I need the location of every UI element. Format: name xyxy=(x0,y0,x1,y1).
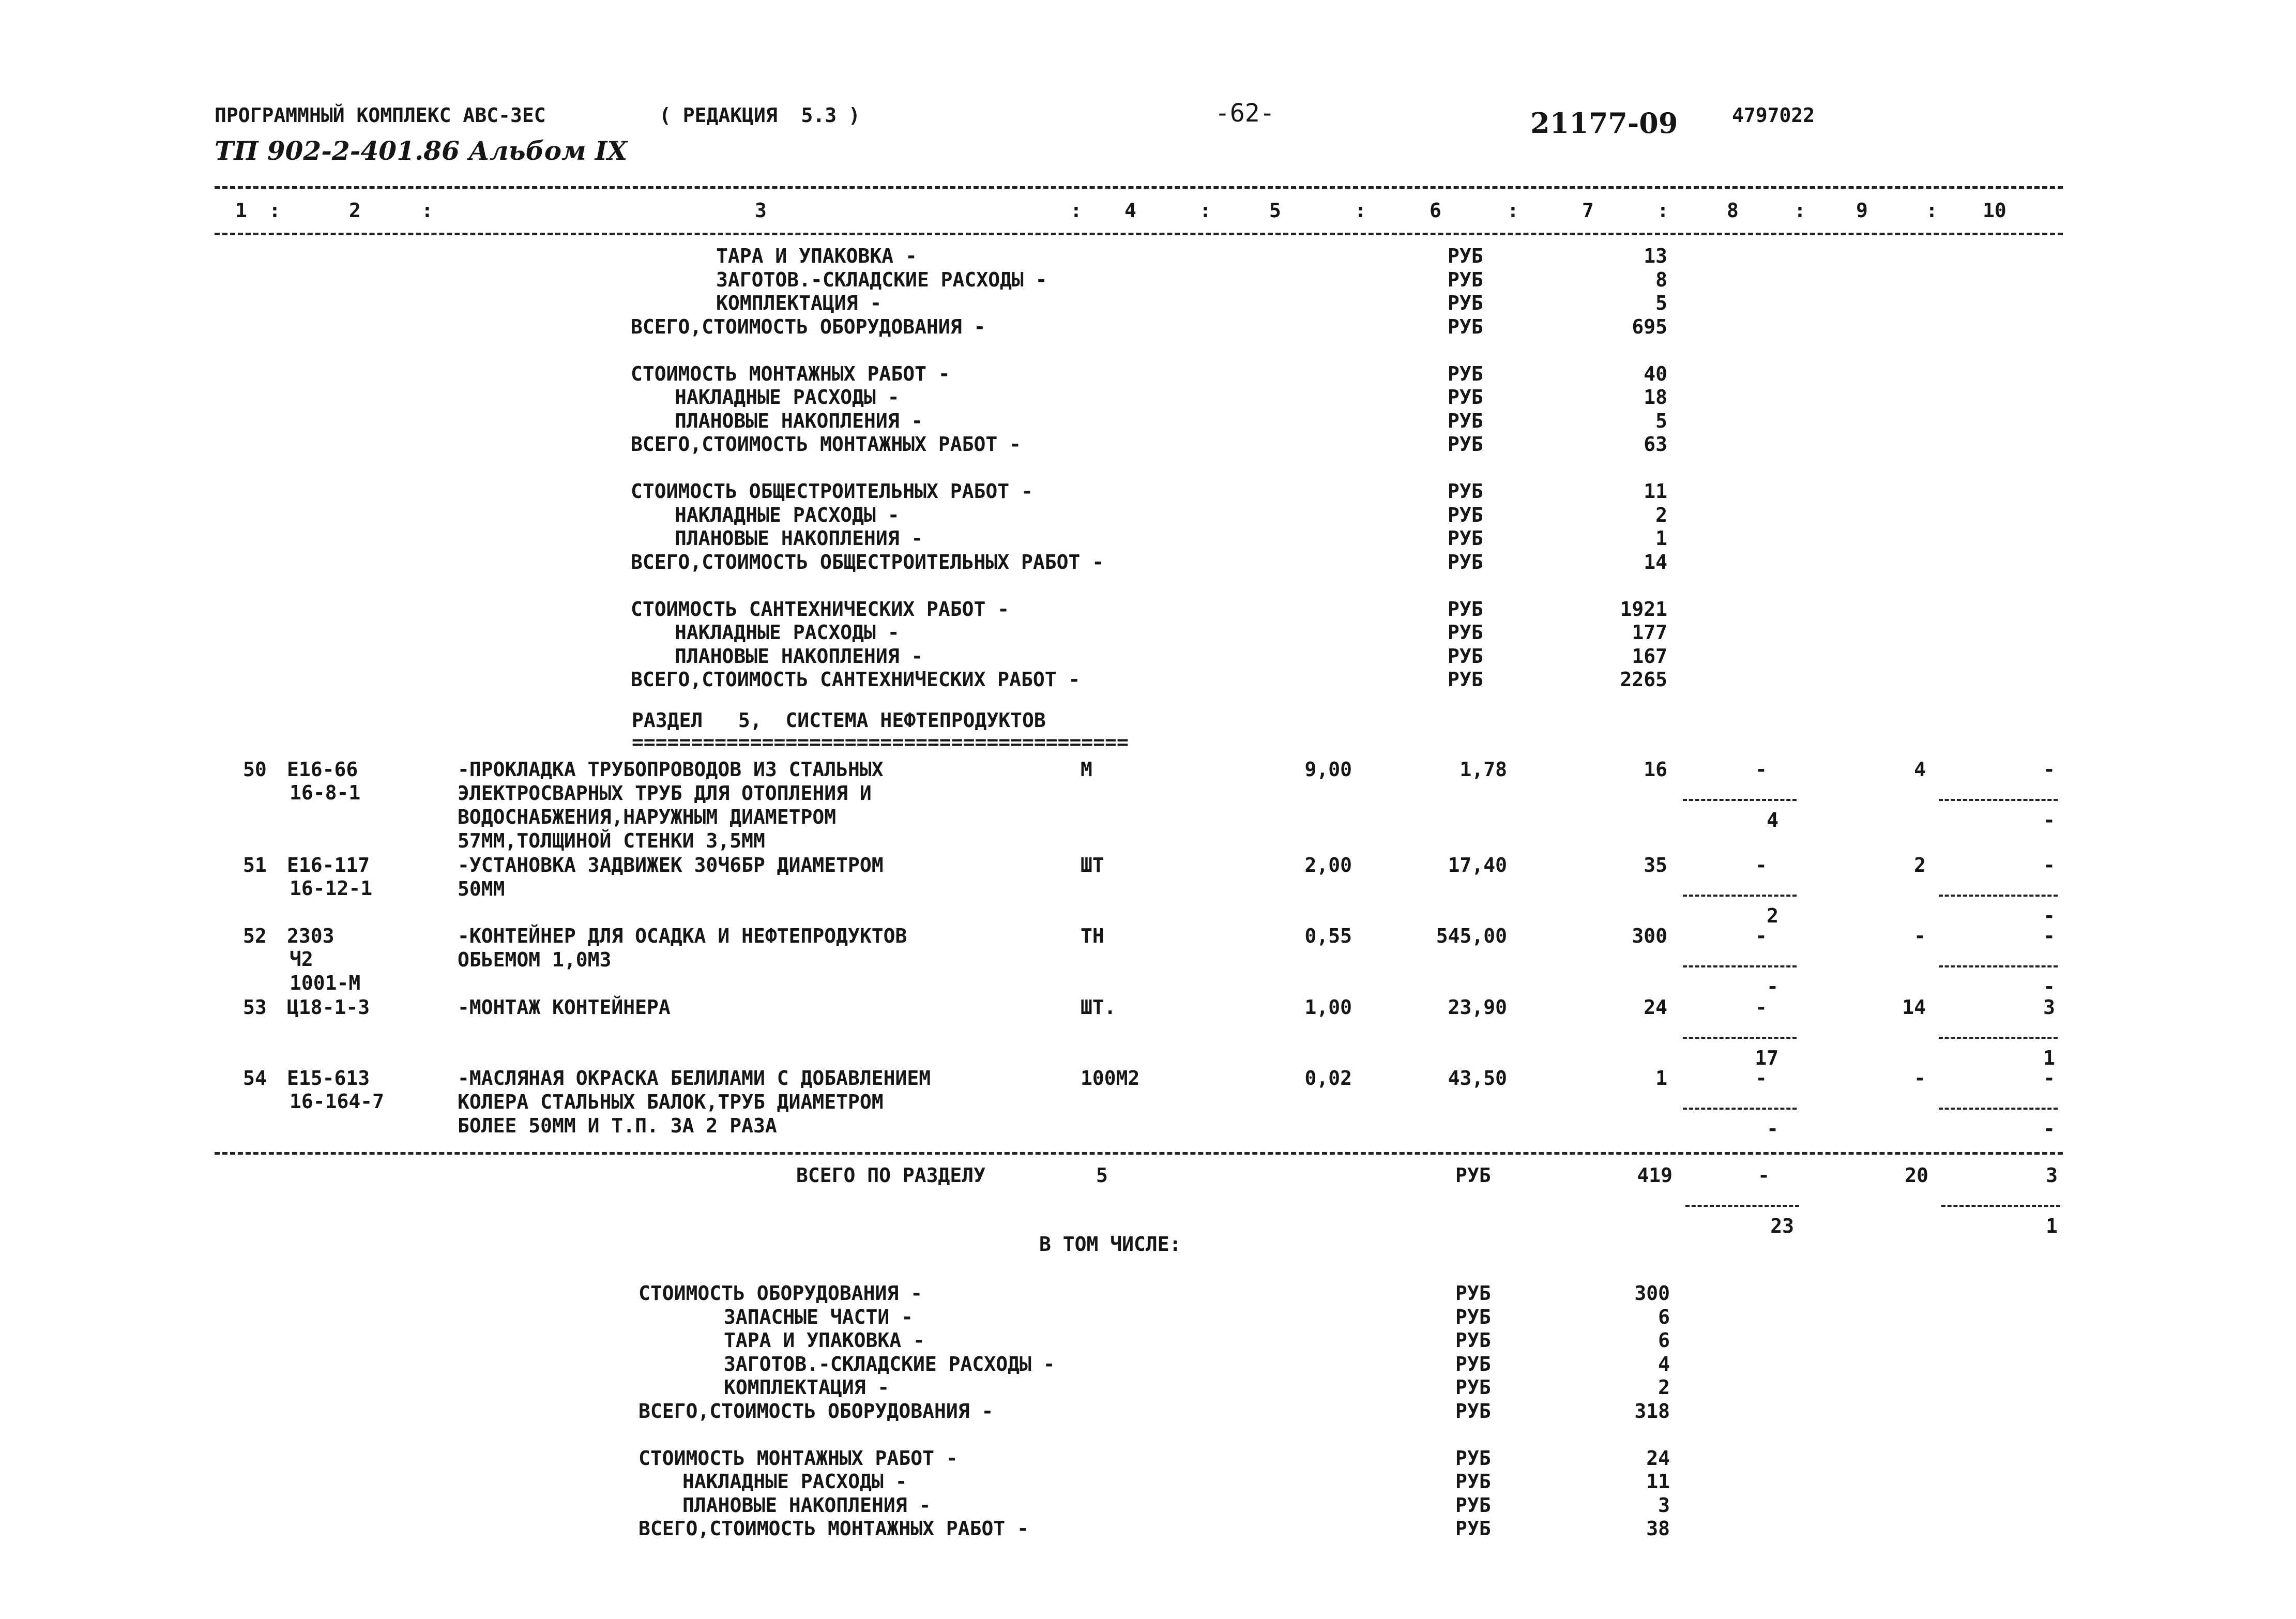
summary-unit: РУБ xyxy=(1455,1470,1491,1493)
column-separator: : xyxy=(1926,199,1938,222)
column-separator: : xyxy=(1355,199,1366,222)
item-col10: - xyxy=(2043,854,2055,876)
total-label: ВСЕГО ПО РАЗДЕЛУ xyxy=(796,1164,986,1187)
item-col8: - xyxy=(1755,758,1767,781)
item-unit: ШТ. xyxy=(1081,996,1116,1019)
item-number: 53 xyxy=(243,996,267,1019)
item-price: 545,00 xyxy=(1436,925,1507,947)
summary-value: 5 xyxy=(1655,292,1667,314)
summary-unit: РУБ xyxy=(1455,1352,1491,1375)
summary-unit: РУБ xyxy=(1448,597,1483,621)
item-code: Е16-66 xyxy=(287,758,358,781)
summary-unit: РУБ xyxy=(1455,1329,1491,1352)
summary-value: 6 xyxy=(1658,1329,1670,1352)
item-col8-lower: - xyxy=(1767,1117,1778,1140)
item-col9: - xyxy=(1914,1067,1926,1090)
summary-label: КОМПЛЕКТАЦИЯ - xyxy=(724,1376,890,1399)
summary-value: 63 xyxy=(1644,433,1667,456)
summary-unit: РУБ xyxy=(1448,644,1483,668)
column-separator: : xyxy=(1507,199,1519,222)
summary-unit: РУБ xyxy=(1448,503,1483,526)
total-value: 419 xyxy=(1637,1164,1672,1187)
summary-unit: РУБ xyxy=(1448,668,1483,691)
summary-label: СТОИМОСТЬ ОБОРУДОВАНИЯ - xyxy=(638,1282,923,1305)
summary-unit: РУБ xyxy=(1448,480,1483,503)
summary-label: ВСЕГО,СТОИМОСТЬ МОНТАЖНЫХ РАБОТ - xyxy=(638,1517,1029,1540)
item-quantity: 0,02 xyxy=(1304,1067,1352,1090)
column-separator: : xyxy=(1794,199,1806,222)
item-col8: - xyxy=(1755,854,1767,876)
total-col8: - xyxy=(1758,1164,1770,1187)
section-total-rule xyxy=(215,1152,2063,1155)
column-header-4: 4 xyxy=(1124,199,1136,222)
item-col10-lower: - xyxy=(2043,809,2055,831)
column-separator: : xyxy=(269,199,281,222)
summary-value: 167 xyxy=(1632,644,1667,668)
edition-label: ( РЕДАКЦИЯ 5.3 ) xyxy=(659,104,860,127)
item-price: 43,50 xyxy=(1448,1067,1507,1090)
item-col8-lower: 2 xyxy=(1767,904,1778,927)
summary-value: 2 xyxy=(1658,1376,1670,1399)
header-bottom-rule xyxy=(215,233,2063,235)
item-quantity: 0,55 xyxy=(1304,925,1352,947)
summary-label: ВСЕГО,СТОИМОСТЬ ОБОРУДОВАНИЯ - xyxy=(638,1399,994,1423)
item-unit: М xyxy=(1081,758,1092,781)
item-number: 54 xyxy=(243,1067,267,1090)
summary-label: КОМПЛЕКТАЦИЯ - xyxy=(716,292,882,314)
item-col8-divider xyxy=(1683,1037,1797,1039)
total-col8-divider xyxy=(1685,1205,1799,1207)
column-header-8: 8 xyxy=(1727,199,1739,222)
summary-label: НАКЛАДНЫЕ РАСХОДЫ - xyxy=(675,621,900,644)
item-total: 300 xyxy=(1632,925,1667,947)
summary-value: 6 xyxy=(1658,1305,1670,1328)
summary-label: ПЛАНОВЫЕ НАКОПЛЕНИЯ - xyxy=(682,1493,931,1517)
summary-value: 2 xyxy=(1655,503,1667,526)
summary-label: ВСЕГО,СТОИМОСТЬ МОНТАЖНЫХ РАБОТ - xyxy=(631,433,1021,456)
section-title: РАЗДЕЛ 5, СИСТЕМА НЕФТЕПРОДУКТОВ xyxy=(632,709,1046,732)
header-top-rule xyxy=(215,186,2063,189)
summary-unit: РУБ xyxy=(1455,1493,1491,1517)
summary-value: 8 xyxy=(1655,268,1667,291)
summary-value: 18 xyxy=(1644,386,1667,408)
item-description: -МОНТАЖ КОНТЕЙНЕРА xyxy=(458,996,671,1019)
item-col10-lower: - xyxy=(2043,975,2055,998)
summary-value: 177 xyxy=(1632,621,1667,644)
summary-label: ВСЕГО,СТОИМОСТЬ САНТЕХНИЧЕСКИХ РАБОТ - xyxy=(631,668,1081,691)
summary-unit: РУБ xyxy=(1448,409,1483,432)
item-col10-divider xyxy=(1939,1108,2058,1110)
doc-number: 21177-09 xyxy=(1530,107,1678,140)
doc-code: 4797022 xyxy=(1732,104,1815,127)
column-header-9: 9 xyxy=(1856,199,1868,222)
summary-value: 318 xyxy=(1634,1399,1670,1423)
total-col9: 20 xyxy=(1905,1164,1928,1187)
item-col9: - xyxy=(1914,925,1926,947)
total-col10: 3 xyxy=(2046,1164,2058,1187)
item-unit: ШТ xyxy=(1081,854,1104,876)
summary-value: 14 xyxy=(1644,550,1667,573)
summary-unit: РУБ xyxy=(1448,550,1483,573)
page-number: -62- xyxy=(1215,99,1275,128)
summary-value: 3 xyxy=(1658,1493,1670,1517)
summary-unit: РУБ xyxy=(1448,292,1483,314)
summary-unit: РУБ xyxy=(1448,362,1483,385)
summary-label: ТАРА И УПАКОВКА - xyxy=(716,245,917,267)
summary-unit: РУБ xyxy=(1455,1305,1491,1328)
summary-label: ПЛАНОВЫЕ НАКОПЛЕНИЯ - xyxy=(675,409,923,432)
summary-label: ВСЕГО,СТОИМОСТЬ ОБОРУДОВАНИЯ - xyxy=(631,315,986,338)
item-quantity: 9,00 xyxy=(1304,758,1352,781)
summary-label: ЗАГОТОВ.-СКЛАДСКИЕ РАСХОДЫ - xyxy=(724,1352,1055,1375)
summary-label: ВСЕГО,СТОИМОСТЬ ОБЩЕСТРОИТЕЛЬНЫХ РАБОТ - xyxy=(631,550,1104,573)
item-col10-lower: 1 xyxy=(2043,1047,2055,1069)
column-header-7: 7 xyxy=(1582,199,1594,222)
item-unit: ТН xyxy=(1081,925,1104,947)
item-col10-divider xyxy=(1939,895,2058,897)
summary-label: НАКЛАДНЫЕ РАСХОДЫ - xyxy=(675,386,900,408)
item-col8-lower: 4 xyxy=(1767,809,1778,831)
total-col10-lower: 1 xyxy=(2046,1215,2058,1237)
summary-label: ЗАПАСНЫЕ ЧАСТИ - xyxy=(724,1305,914,1328)
summary-unit: РУБ xyxy=(1448,386,1483,408)
summary-unit: РУБ xyxy=(1455,1517,1491,1540)
item-col8-divider xyxy=(1683,1108,1797,1110)
item-code: Ц18-1-3 xyxy=(287,996,370,1019)
item-col8-lower: - xyxy=(1767,975,1778,998)
item-total: 1 xyxy=(1655,1067,1667,1090)
summary-value: 4 xyxy=(1658,1352,1670,1375)
item-number: 50 xyxy=(243,758,267,781)
item-col8-divider xyxy=(1683,799,1797,801)
summary-value: 300 xyxy=(1634,1282,1670,1305)
item-total: 35 xyxy=(1644,854,1667,876)
item-col8: - xyxy=(1755,996,1767,1019)
item-code-secondary: 16-12-1 xyxy=(290,877,373,900)
program-title: ПРОГРАММНЫЙ КОМПЛЕКС АВС-3ЕС xyxy=(215,104,546,127)
section-underline: ========================================== xyxy=(632,731,1129,753)
summary-value: 2265 xyxy=(1620,668,1667,691)
item-col9: 14 xyxy=(1902,996,1926,1019)
item-col10-divider xyxy=(1939,965,2058,967)
item-number: 52 xyxy=(243,925,267,947)
summary-unit: РУБ xyxy=(1448,268,1483,291)
summary-value: 24 xyxy=(1646,1446,1670,1470)
column-header-2: 2 xyxy=(349,199,361,222)
item-quantity: 2,00 xyxy=(1304,854,1352,876)
summary-label: ПЛАНОВЫЕ НАКОПЛЕНИЯ - xyxy=(675,644,923,668)
item-code: 2303 xyxy=(287,925,334,947)
total-unit: РУБ xyxy=(1455,1164,1491,1187)
item-col10: - xyxy=(2043,925,2055,947)
item-unit: 100М2 xyxy=(1081,1067,1140,1090)
item-description: -УСТАНОВКА ЗАДВИЖЕК 30Ч6БР ДИАМЕТРОМ 50ММ xyxy=(458,854,884,900)
summary-value: 11 xyxy=(1646,1470,1670,1493)
summary-value: 1921 xyxy=(1620,597,1667,621)
summary-label: СТОИМОСТЬ МОНТАЖНЫХ РАБОТ - xyxy=(638,1446,958,1470)
column-separator: : xyxy=(421,199,433,222)
summary-unit: РУБ xyxy=(1448,315,1483,338)
summary-label: ЗАГОТОВ.-СКЛАДСКИЕ РАСХОДЫ - xyxy=(716,268,1047,291)
item-col8-divider xyxy=(1683,895,1797,897)
summary-unit: РУБ xyxy=(1448,527,1483,550)
summary-unit: РУБ xyxy=(1455,1399,1491,1423)
summary-unit: РУБ xyxy=(1455,1376,1491,1399)
item-price: 23,90 xyxy=(1448,996,1507,1019)
item-col9: 4 xyxy=(1914,758,1926,781)
summary-label: СТОИМОСТЬ ОБЩЕСТРОИТЕЛЬНЫХ РАБОТ - xyxy=(631,480,1033,503)
column-header-3: 3 xyxy=(755,199,767,222)
item-col10: 3 xyxy=(2043,996,2055,1019)
item-price: 1,78 xyxy=(1459,758,1507,781)
item-col10-divider xyxy=(1939,799,2058,801)
column-separator: : xyxy=(1070,199,1082,222)
summary-unit: РУБ xyxy=(1455,1282,1491,1305)
album-handwritten: ТП 902-2-401.86 Альбом IX xyxy=(215,135,628,166)
item-code: Е16-117 xyxy=(287,854,370,876)
item-code-secondary: 16-164-7 xyxy=(290,1090,385,1113)
item-col10: - xyxy=(2043,1067,2055,1090)
item-total: 24 xyxy=(1644,996,1667,1019)
total-col8-lower: 23 xyxy=(1770,1215,1794,1237)
summary-label: ПЛАНОВЫЕ НАКОПЛЕНИЯ - xyxy=(675,527,923,550)
item-code-secondary: Ч2 1001-М xyxy=(290,948,361,994)
item-col8: - xyxy=(1755,1067,1767,1090)
summary-value: 1 xyxy=(1655,527,1667,550)
summary-unit: РУБ xyxy=(1455,1446,1491,1470)
summary-value: 11 xyxy=(1644,480,1667,503)
total-col10-divider xyxy=(1941,1205,2060,1207)
item-number: 51 xyxy=(243,854,267,876)
summary-unit: РУБ xyxy=(1448,433,1483,456)
column-separator: : xyxy=(1657,199,1669,222)
item-total: 16 xyxy=(1644,758,1667,781)
item-code: Е15-613 xyxy=(287,1067,370,1090)
summary-value: 13 xyxy=(1644,245,1667,267)
column-header-5: 5 xyxy=(1269,199,1281,222)
summary-value: 695 xyxy=(1632,315,1667,338)
item-description: -ПРОКЛАДКА ТРУБОПРОВОДОВ ИЗ СТАЛЬНЫХ ЭЛЕКТРОСВАРНЫХ ТРУБ ДЛЯ ОТОПЛЕНИЯ И ВОДОСНАБЖЕНИЯ,НАРУЖНЫМ ДИАМЕТРОМ 57ММ,ТОЛЩИНОЙ СТЕНКИ 3,5ММ xyxy=(458,758,884,852)
summary-value: 5 xyxy=(1655,409,1667,432)
summary-unit: РУБ xyxy=(1448,621,1483,644)
including-label: В ТОМ ЧИСЛЕ: xyxy=(1039,1233,1181,1255)
item-description: -КОНТЕЙНЕР ДЛЯ ОСАДКА И НЕФТЕПРОДУКТОВ ОБЬЕМОМ 1,0М3 xyxy=(458,925,907,971)
summary-value: 40 xyxy=(1644,362,1667,385)
column-header-6: 6 xyxy=(1430,199,1441,222)
summary-label: ТАРА И УПАКОВКА - xyxy=(724,1329,925,1352)
summary-unit: РУБ xyxy=(1448,245,1483,267)
item-col10-lower: - xyxy=(2043,1117,2055,1140)
column-separator: : xyxy=(1199,199,1211,222)
item-col10: - xyxy=(2043,758,2055,781)
column-header-1: 1 xyxy=(235,199,247,222)
column-header-10: 10 xyxy=(1983,199,2006,222)
item-col9: 2 xyxy=(1914,854,1926,876)
summary-value: 38 xyxy=(1646,1517,1670,1540)
item-price: 17,40 xyxy=(1448,854,1507,876)
summary-label: СТОИМОСТЬ САНТЕХНИЧЕСКИХ РАБОТ - xyxy=(631,597,1010,621)
item-col8-lower: 17 xyxy=(1755,1047,1778,1069)
item-col8-divider xyxy=(1683,965,1797,967)
item-quantity: 1,00 xyxy=(1304,996,1352,1019)
summary-label: НАКЛАДНЫЕ РАСХОДЫ - xyxy=(675,503,900,526)
summary-label: СТОИМОСТЬ МОНТАЖНЫХ РАБОТ - xyxy=(631,362,950,385)
item-description: -МАСЛЯНАЯ ОКРАСКА БЕЛИЛАМИ С ДОБАВЛЕНИЕМ КОЛЕРА СТАЛЬНЫХ БАЛОК,ТРУБ ДИАМЕТРОМ БОЛЕЕ 50ММ И Т.П. ЗА 2 РАЗА xyxy=(458,1067,931,1137)
item-col10-divider xyxy=(1939,1037,2058,1039)
item-col8: - xyxy=(1755,925,1767,947)
total-section: 5 xyxy=(1096,1164,1108,1187)
item-code-secondary: 16-8-1 xyxy=(290,781,361,804)
item-col10-lower: - xyxy=(2043,904,2055,927)
summary-label: НАКЛАДНЫЕ РАСХОДЫ - xyxy=(682,1470,907,1493)
